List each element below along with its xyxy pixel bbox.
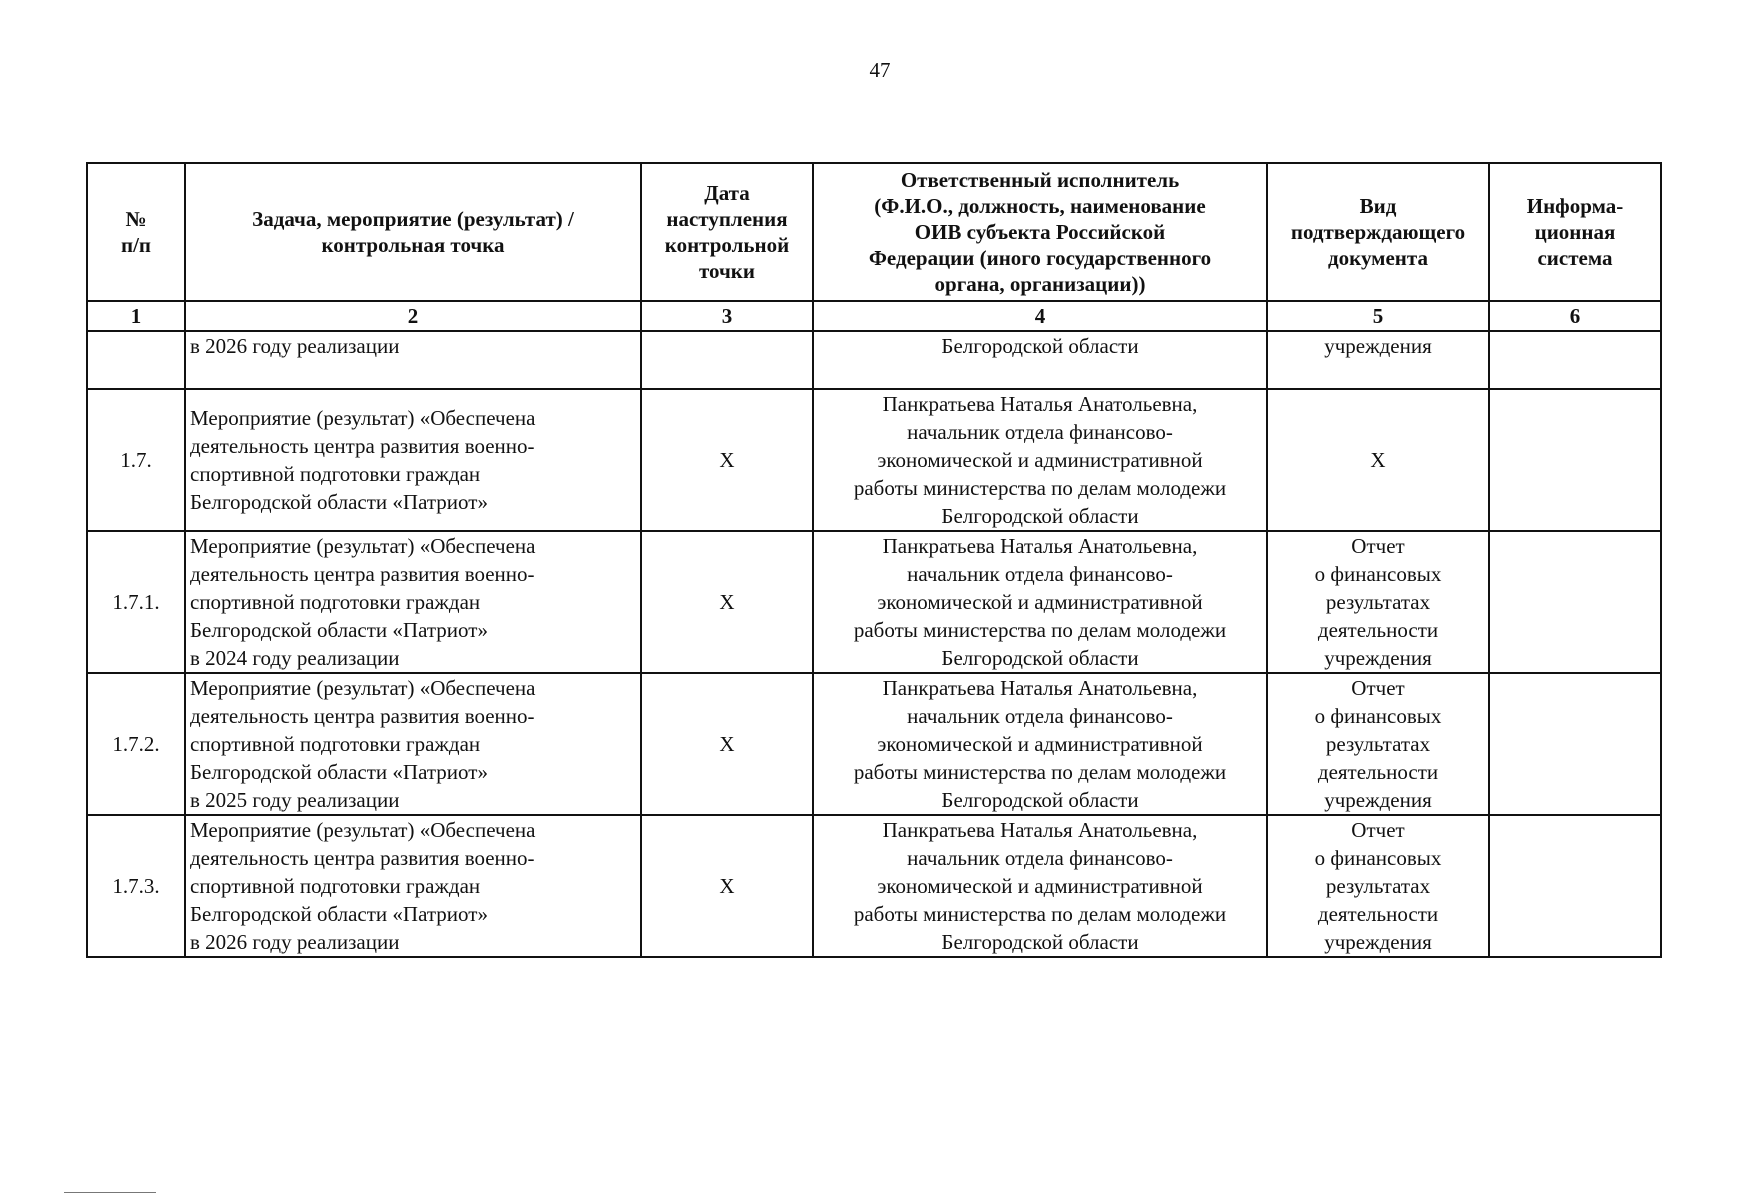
control-points-table [86,162,1662,958]
header-line: Федерации (иного государственного [868,246,1212,270]
cell-line: о финансовых [1314,846,1442,870]
cell-line: начальник отдела финансово- [907,846,1173,870]
row-number-cell [87,331,185,389]
cell-line: спортивной подготовки граждан [190,732,481,756]
table-row [87,389,1661,531]
date-cell: Х [641,531,813,673]
cell-line: спортивной подготовки граждан [190,874,481,898]
cell-line: в 2025 году реализации [190,788,400,812]
header-cell [813,163,1267,301]
cell-line: Белгородской области [941,504,1139,528]
header-line: № [125,207,147,231]
header-cell [87,163,185,301]
cell-line: Отчет [1351,818,1405,842]
info-system-cell [1489,331,1661,389]
cell-line: в 2024 году реализации [190,646,400,670]
cell-line: Мероприятие (результат) «Обеспечена [190,406,536,430]
cell-line: Панкратьева Наталья Анатольевна, [882,534,1198,558]
column-number-cell: 3 [641,301,813,331]
cell-line: Мероприятие (результат) «Обеспечена [190,818,536,842]
cell-line: работы министерства по делам молодежи [853,902,1227,926]
task-cell [185,389,641,531]
header-line: органа, организации)) [934,272,1146,296]
cell-line: учреждения [1324,646,1432,670]
cell-line: о финансовых [1314,704,1442,728]
responsible-cell [813,673,1267,815]
cell-line: Белгородской области [941,930,1139,954]
cell-line: в 2026 году реализации [190,334,400,358]
cell-line: работы министерства по делам молодежи [853,476,1227,500]
row-number-cell: 1.7. [87,389,185,531]
column-number-cell: 2 [185,301,641,331]
cell-line: Мероприятие (результат) «Обеспечена [190,534,536,558]
cell-line: начальник отдела финансово- [907,420,1173,444]
scan-artifact-line [64,1192,156,1193]
table-row [87,815,1661,957]
header-cell [1489,163,1661,301]
cell-line: экономической и административной [877,874,1203,898]
header-line: Информа- [1526,194,1624,218]
row-number-cell: 1.7.1. [87,531,185,673]
cell-line: спортивной подготовки граждан [190,590,481,614]
task-cell [185,331,641,389]
table-row [87,531,1661,673]
cell-line: Белгородской области [941,334,1139,358]
task-cell [185,531,641,673]
document-type-cell [1267,389,1489,531]
header-line: Дата [704,181,750,205]
cell-line: начальник отдела финансово- [907,562,1173,586]
row-number-cell: 1.7.3. [87,815,185,957]
document-type-cell [1267,815,1489,957]
header-line: контрольной [664,233,790,257]
column-number-cell: 1 [87,301,185,331]
header-cell [1267,163,1489,301]
cell-line: Мероприятие (результат) «Обеспечена [190,676,536,700]
cell-line: спортивной подготовки граждан [190,462,481,486]
cell-line: Белгородской области «Патриот» [190,760,488,784]
cell-line: деятельность центра развития военно- [190,562,535,586]
header-line: Задача, мероприятие (результат) / [252,207,574,231]
document-type-cell [1267,531,1489,673]
responsible-cell [813,389,1267,531]
column-number-cell: 4 [813,301,1267,331]
header-line: контрольная точка [321,233,505,257]
cell-line: Белгородской области [941,646,1139,670]
header-line: точки [698,259,756,283]
cell-line: начальник отдела финансово- [907,704,1173,728]
header-line: ционная [1534,220,1616,244]
header-cell [185,163,641,301]
header-line: наступления [666,207,788,231]
cell-line: Белгородской области [941,788,1139,812]
header-cell [641,163,813,301]
cell-line: Отчет [1351,676,1405,700]
cell-line: результатах [1325,590,1431,614]
info-system-cell [1489,389,1661,531]
responsible-cell [813,331,1267,389]
cell-line: Белгородской области «Патриот» [190,618,488,642]
header-line: система [1537,246,1613,270]
cell-line: результатах [1325,874,1431,898]
cell-line: учреждения [1324,930,1432,954]
date-cell: Х [641,673,813,815]
cell-line: работы министерства по делам молодежи [853,618,1227,642]
cell-line: Белгородской области «Патриот» [190,902,488,926]
cell-line: деятельность центра развития военно- [190,434,535,458]
cell-line: деятельность центра развития военно- [190,846,535,870]
cell-line: Отчет [1351,534,1405,558]
header-line: Вид [1359,194,1397,218]
cell-line: Панкратьева Наталья Анатольевна, [882,392,1198,416]
date-cell: Х [641,815,813,957]
cell-line: Панкратьева Наталья Анатольевна, [882,818,1198,842]
cell-line: результатах [1325,732,1431,756]
cell-line: экономической и административной [877,448,1203,472]
column-number-cell: 6 [1489,301,1661,331]
task-cell [185,815,641,957]
info-system-cell [1489,673,1661,815]
cell-line: в 2026 году реализации [190,930,400,954]
cell-line: деятельности [1317,760,1439,784]
header-line: (Ф.И.О., должность, наименование [874,194,1206,218]
cell-line: работы министерства по делам молодежи [853,760,1227,784]
header-line: подтверждающего [1290,220,1466,244]
date-cell [641,331,813,389]
cell-line: деятельности [1317,902,1439,926]
task-cell [185,673,641,815]
table-row-continuation [87,331,1661,389]
header-line: ОИВ субъекта Российской [914,220,1166,244]
info-system-cell [1489,531,1661,673]
cell-line: деятельность центра развития военно- [190,704,535,728]
row-number-cell: 1.7.2. [87,673,185,815]
cell-line: о финансовых [1314,562,1442,586]
header-row [87,163,1661,301]
page-number: 47 [869,58,891,82]
responsible-cell [813,815,1267,957]
document-type-cell [1267,673,1489,815]
document-type-cell [1267,331,1489,389]
header-line: п/п [120,233,152,257]
responsible-cell [813,531,1267,673]
cell-line: экономической и административной [877,590,1203,614]
date-cell: Х [641,389,813,531]
header-line: Ответственный исполнитель [900,168,1180,192]
cell-line: Белгородской области «Патриот» [190,490,488,514]
header-line: документа [1328,246,1428,270]
info-system-cell [1489,815,1661,957]
cell-line: Панкратьева Наталья Анатольевна, [882,676,1198,700]
table-row [87,673,1661,815]
cell-line: экономической и административной [877,732,1203,756]
cell-line: учреждения [1324,788,1432,812]
cell-line: Х [1370,448,1386,472]
cell-line: учреждения [1324,334,1432,358]
column-number-cell: 5 [1267,301,1489,331]
column-number-row [87,301,1661,331]
cell-line: деятельности [1317,618,1439,642]
